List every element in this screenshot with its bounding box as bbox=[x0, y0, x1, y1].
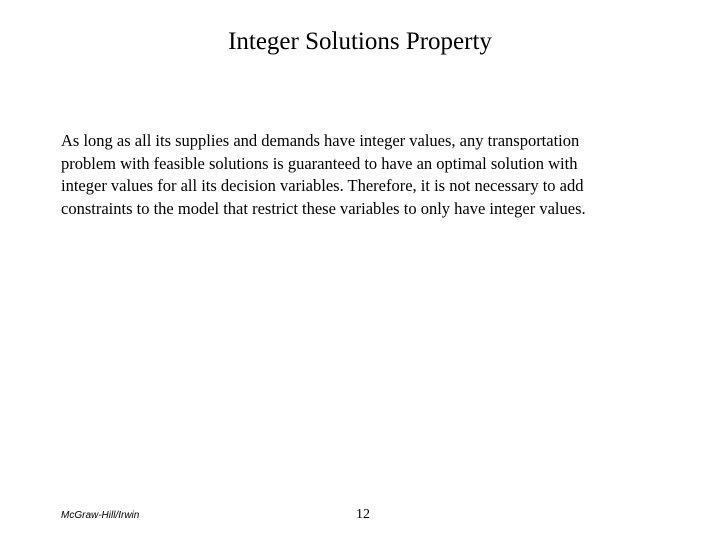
body-line: As long as all its supplies and demands have integer values, any transportation bbox=[61, 131, 580, 150]
slide-body-paragraph bbox=[61, 130, 661, 220]
slide-title: Integer Solutions Property bbox=[228, 28, 492, 55]
body-line: constraints to the model that restrict these variables to only have integer values. bbox=[61, 198, 586, 218]
page-number: 12 bbox=[356, 507, 370, 522]
footer-publisher: McGraw-Hill/Irwin bbox=[61, 510, 140, 521]
body-line: integer values for all its decision variables. Therefore, it is not necessary to add bbox=[61, 176, 584, 195]
body-line: problem with feasible solutions is guaranteed to have an optimal solution with bbox=[61, 153, 578, 173]
